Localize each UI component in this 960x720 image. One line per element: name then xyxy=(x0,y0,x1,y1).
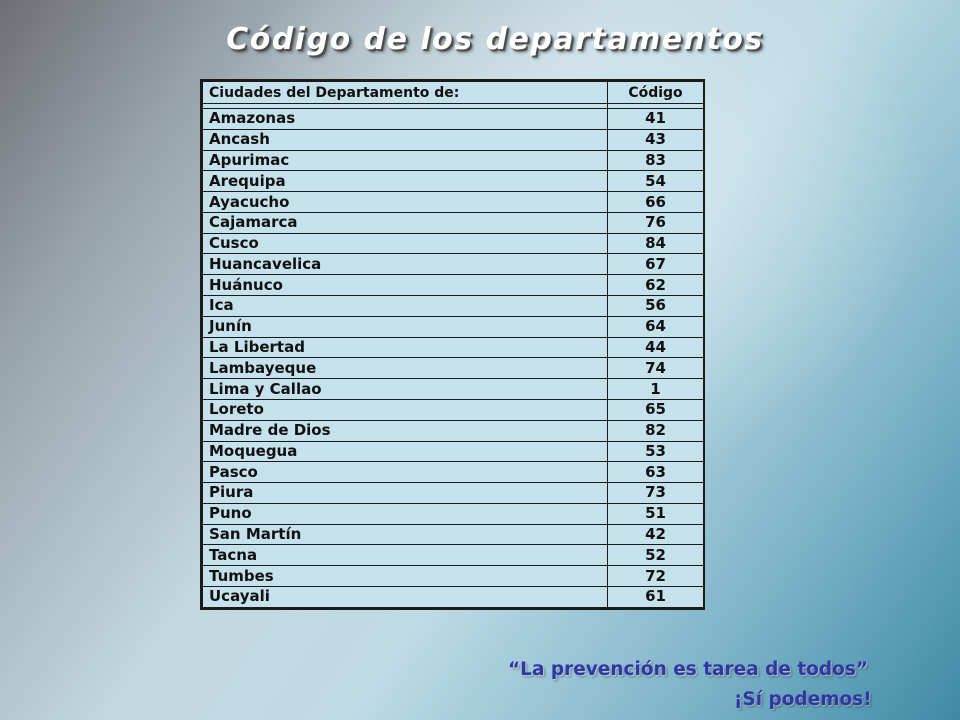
department-name: Piura xyxy=(203,483,608,504)
department-name: Lambayeque xyxy=(203,358,608,379)
department-code: 51 xyxy=(608,503,704,524)
table-row xyxy=(203,296,704,317)
department-name: Loreto xyxy=(203,399,608,420)
table-row xyxy=(203,192,704,213)
department-name: Huánuco xyxy=(203,275,608,296)
table-row xyxy=(203,524,704,545)
table-row xyxy=(203,233,704,254)
table-row xyxy=(203,171,704,192)
department-code: 62 xyxy=(608,275,704,296)
prevention-quote: “La prevención es tarea de todos” xyxy=(508,659,869,680)
department-name: Moquegua xyxy=(203,441,608,462)
slogan: ¡Sí podemos! xyxy=(734,689,872,710)
table-row xyxy=(203,254,704,275)
department-code: 74 xyxy=(608,358,704,379)
table-row xyxy=(203,316,704,337)
department-name: Tacna xyxy=(203,545,608,566)
department-code: 83 xyxy=(608,150,704,171)
department-code: 72 xyxy=(608,566,704,587)
department-name: Cusco xyxy=(203,233,608,254)
department-code: 66 xyxy=(608,192,704,213)
department-code: 61 xyxy=(608,586,704,607)
department-code: 84 xyxy=(608,233,704,254)
table-row xyxy=(203,399,704,420)
header-department: Ciudades del Departamento de: xyxy=(203,82,608,104)
table-row xyxy=(203,483,704,504)
table-row xyxy=(203,358,704,379)
department-name: Puno xyxy=(203,503,608,524)
department-name: Junín xyxy=(203,316,608,337)
header-code: Código xyxy=(608,82,704,104)
department-code-table xyxy=(200,79,705,610)
department-code: 67 xyxy=(608,254,704,275)
department-name: Madre de Dios xyxy=(203,420,608,441)
department-name: Cajamarca xyxy=(203,212,608,233)
department-name: Huancavelica xyxy=(203,254,608,275)
table-row xyxy=(203,337,704,358)
table-row xyxy=(203,129,704,150)
department-name: Lima y Callao xyxy=(203,379,608,400)
department-code: 41 xyxy=(608,109,704,130)
table-row xyxy=(203,503,704,524)
department-code: 42 xyxy=(608,524,704,545)
table-row xyxy=(203,379,704,400)
table-row xyxy=(203,212,704,233)
department-name: Amazonas xyxy=(203,109,608,130)
table-row xyxy=(203,586,704,607)
department-name: Apurimac xyxy=(203,150,608,171)
department-name: Arequipa xyxy=(203,171,608,192)
department-code: 43 xyxy=(608,129,704,150)
department-code: 53 xyxy=(608,441,704,462)
table-body xyxy=(203,109,704,608)
department-code: 76 xyxy=(608,212,704,233)
department-code: 64 xyxy=(608,316,704,337)
department-code: 52 xyxy=(608,545,704,566)
department-code: 1 xyxy=(608,379,704,400)
table-row xyxy=(203,275,704,296)
table-header-row xyxy=(203,82,704,104)
department-name: Ancash xyxy=(203,129,608,150)
department-name: San Martín xyxy=(203,524,608,545)
department-code: 82 xyxy=(608,420,704,441)
department-name: Ica xyxy=(203,296,608,317)
codes-table xyxy=(202,81,704,608)
department-code: 73 xyxy=(608,483,704,504)
department-code: 65 xyxy=(608,399,704,420)
department-code: 44 xyxy=(608,337,704,358)
table-row xyxy=(203,109,704,130)
department-name: Pasco xyxy=(203,462,608,483)
department-code: 63 xyxy=(608,462,704,483)
table-row xyxy=(203,566,704,587)
table-row xyxy=(203,441,704,462)
department-name: Ayacucho xyxy=(203,192,608,213)
department-code: 56 xyxy=(608,296,704,317)
table-row xyxy=(203,545,704,566)
table-row xyxy=(203,420,704,441)
department-code: 54 xyxy=(608,171,704,192)
table-row xyxy=(203,462,704,483)
department-name: Tumbes xyxy=(203,566,608,587)
slide-title: Código de los departamentos xyxy=(226,22,764,57)
department-name: Ucayali xyxy=(203,586,608,607)
department-name: La Libertad xyxy=(203,337,608,358)
table-row xyxy=(203,150,704,171)
